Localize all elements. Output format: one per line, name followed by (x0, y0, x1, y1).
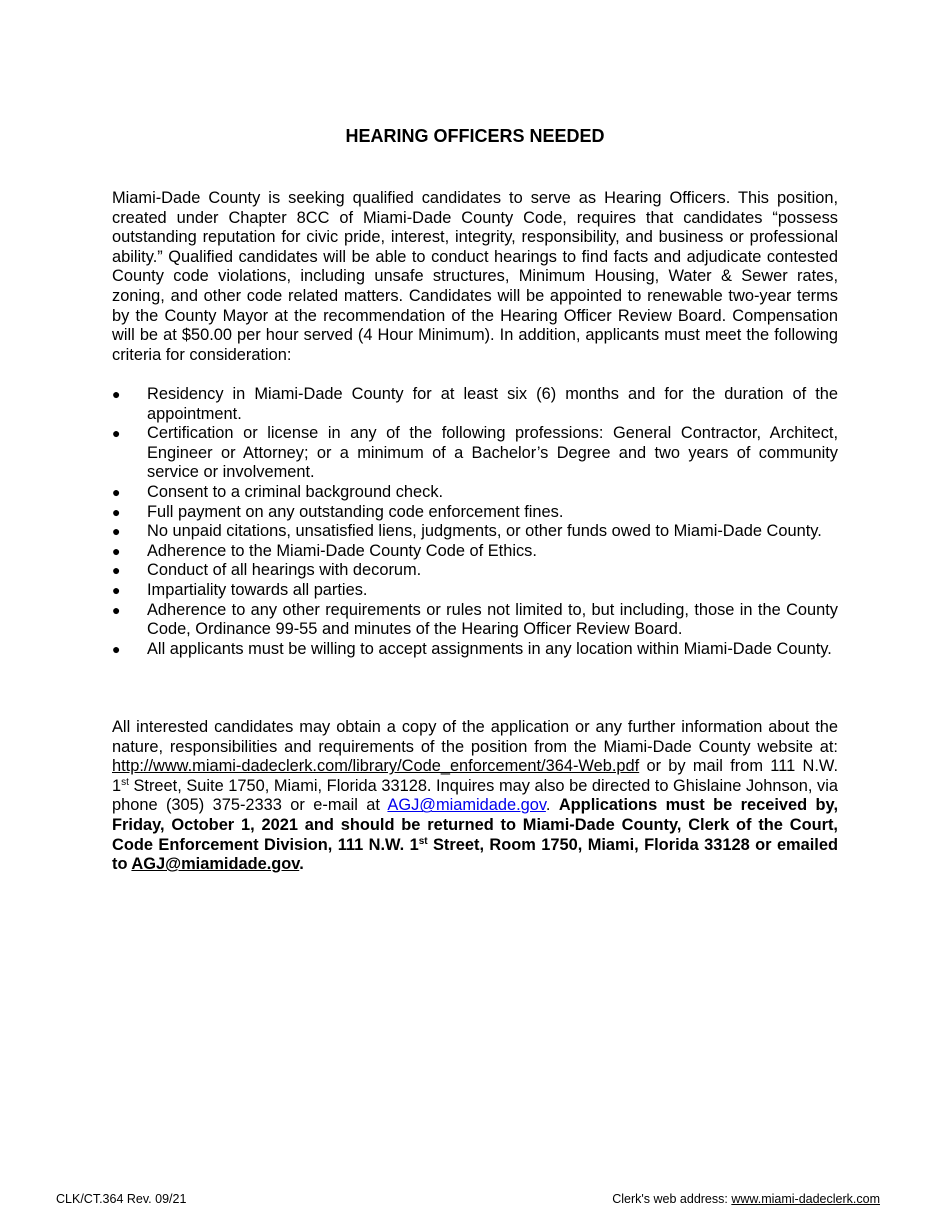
criteria-item (112, 503, 838, 523)
bullet-icon: ● (112, 386, 121, 402)
page-title: HEARING OFFICERS NEEDED (345, 126, 605, 146)
criteria-text: Adherence to any other requirements or rules not limited to, but including, those in the County Code, Ordinance 99-55 and minutes of the Hearing Officer Review Board. (147, 600, 838, 639)
closing-text-4: . (545, 796, 559, 815)
criteria-item (112, 385, 838, 424)
intro-paragraph: Miami-Dade County is seeking qualified candidates to serve as Hearing Officers. This position, created under Chapter 8CC of Miami-Dade County Code, requires that candidates “possess outstanding reputation for civic pride, interest, integrity, responsibility, and business or professional ability.” Qualified candidates will be able to conduct hearings to find facts and adjudicate contested County code violations, including unsafe structures, Minimum Housing, Water & Sewer rates, zoning, and other code related matters. Candidates will be appointed to renewable two-year terms by the County Mayor at the recommendation of the Hearing Officer Review Board. Compensation will be at $50.00 per hour served (4 Hour Minimum). In addition, applicants must meet the following criteria for consideration: (112, 189, 838, 364)
criteria-item (112, 640, 838, 660)
deadline-text-end: . (299, 855, 304, 874)
deadline-text-2: Street, Room 1750, Miami, Florida 33128 or emailed to (112, 835, 838, 874)
criteria-item (112, 542, 838, 562)
criteria-text: Conduct of all hearings with decorum. (147, 561, 422, 580)
criteria-text: All applicants must be willing to accept assignments in any location within Miami-Dade County. (147, 639, 832, 658)
criteria-text: Consent to a criminal background check. (147, 482, 444, 501)
bullet-icon: ● (112, 523, 121, 540)
clerk-website-link[interactable]: www.miami-dadeclerk.com (731, 1192, 880, 1206)
criteria-text: Adherence to the Miami-Dade County Code of Ethics. (147, 541, 537, 560)
bullet-icon: ● (112, 425, 121, 442)
criteria-item (112, 581, 838, 601)
application-website-link[interactable]: http://www.miami-dadeclerk.com/library/Code_enforcement/364-Web.pdf (112, 757, 640, 776)
criteria-list (112, 385, 838, 659)
return-email-link[interactable]: AGJ@miamidade.gov (131, 855, 300, 874)
criteria-item (112, 601, 838, 640)
ordinal-suffix: st (418, 835, 428, 847)
criteria-item (112, 483, 838, 503)
form-code: CLK/CT.364 Rev. 09/21 (56, 1192, 187, 1206)
footer-web-label: Clerk's web address: (612, 1192, 732, 1206)
bullet-icon: ● (112, 601, 121, 618)
contact-email-link[interactable]: AGJ@miamidade.gov (387, 796, 546, 815)
closing-text-2: or by mail from 111 N.W. 1 (112, 757, 838, 795)
bullet-icon: ● (112, 562, 121, 579)
criteria-item (112, 561, 838, 581)
closing-text-1: All interested candidates may obtain a copy of the application or any further information about the nature, responsibilities and requirements of the position from the Miami-Dade County website at: (112, 718, 838, 756)
criteria-text: Impartiality towards all parties. (147, 580, 368, 599)
bullet-icon: ● (112, 483, 121, 500)
closing-paragraph (112, 718, 838, 875)
criteria-item (112, 424, 838, 483)
deadline-text-1: Applications must be received by, Friday, October 1, 2021 and should be returned to Miami-Dade County, Clerk of the Court, Code Enforcement Division, 111 N.W. 1 (112, 796, 839, 854)
criteria-text: Residency in Miami-Dade County for at least six (6) months and for the duration of the appointment. (147, 385, 838, 423)
bullet-icon: ● (112, 503, 121, 520)
footer-web-address (612, 1192, 880, 1206)
criteria-text: Full payment on any outstanding code enforcement fines. (147, 502, 564, 521)
bullet-icon: ● (112, 542, 121, 559)
ordinal-suffix: st (121, 776, 129, 788)
criteria-text: No unpaid citations, unsatisfied liens, judgments, or other funds owed to Miami-Dade County. (147, 522, 822, 541)
closing-text-3: Street, Suite 1750, Miami, Florida 33128. Inquires may also be directed to Ghislaine Johnson, via phone (305) 375-2333 or e-mail at (112, 776, 838, 815)
criteria-item (112, 522, 838, 542)
criteria-text: Certification or license in any of the following professions: General Contractor, Architect, Engineer or Attorney; or a minimum of a Bachelor’s Degree and two years of community service or involvement. (147, 424, 838, 482)
bullet-icon: ● (112, 640, 121, 657)
bullet-icon: ● (112, 581, 121, 598)
